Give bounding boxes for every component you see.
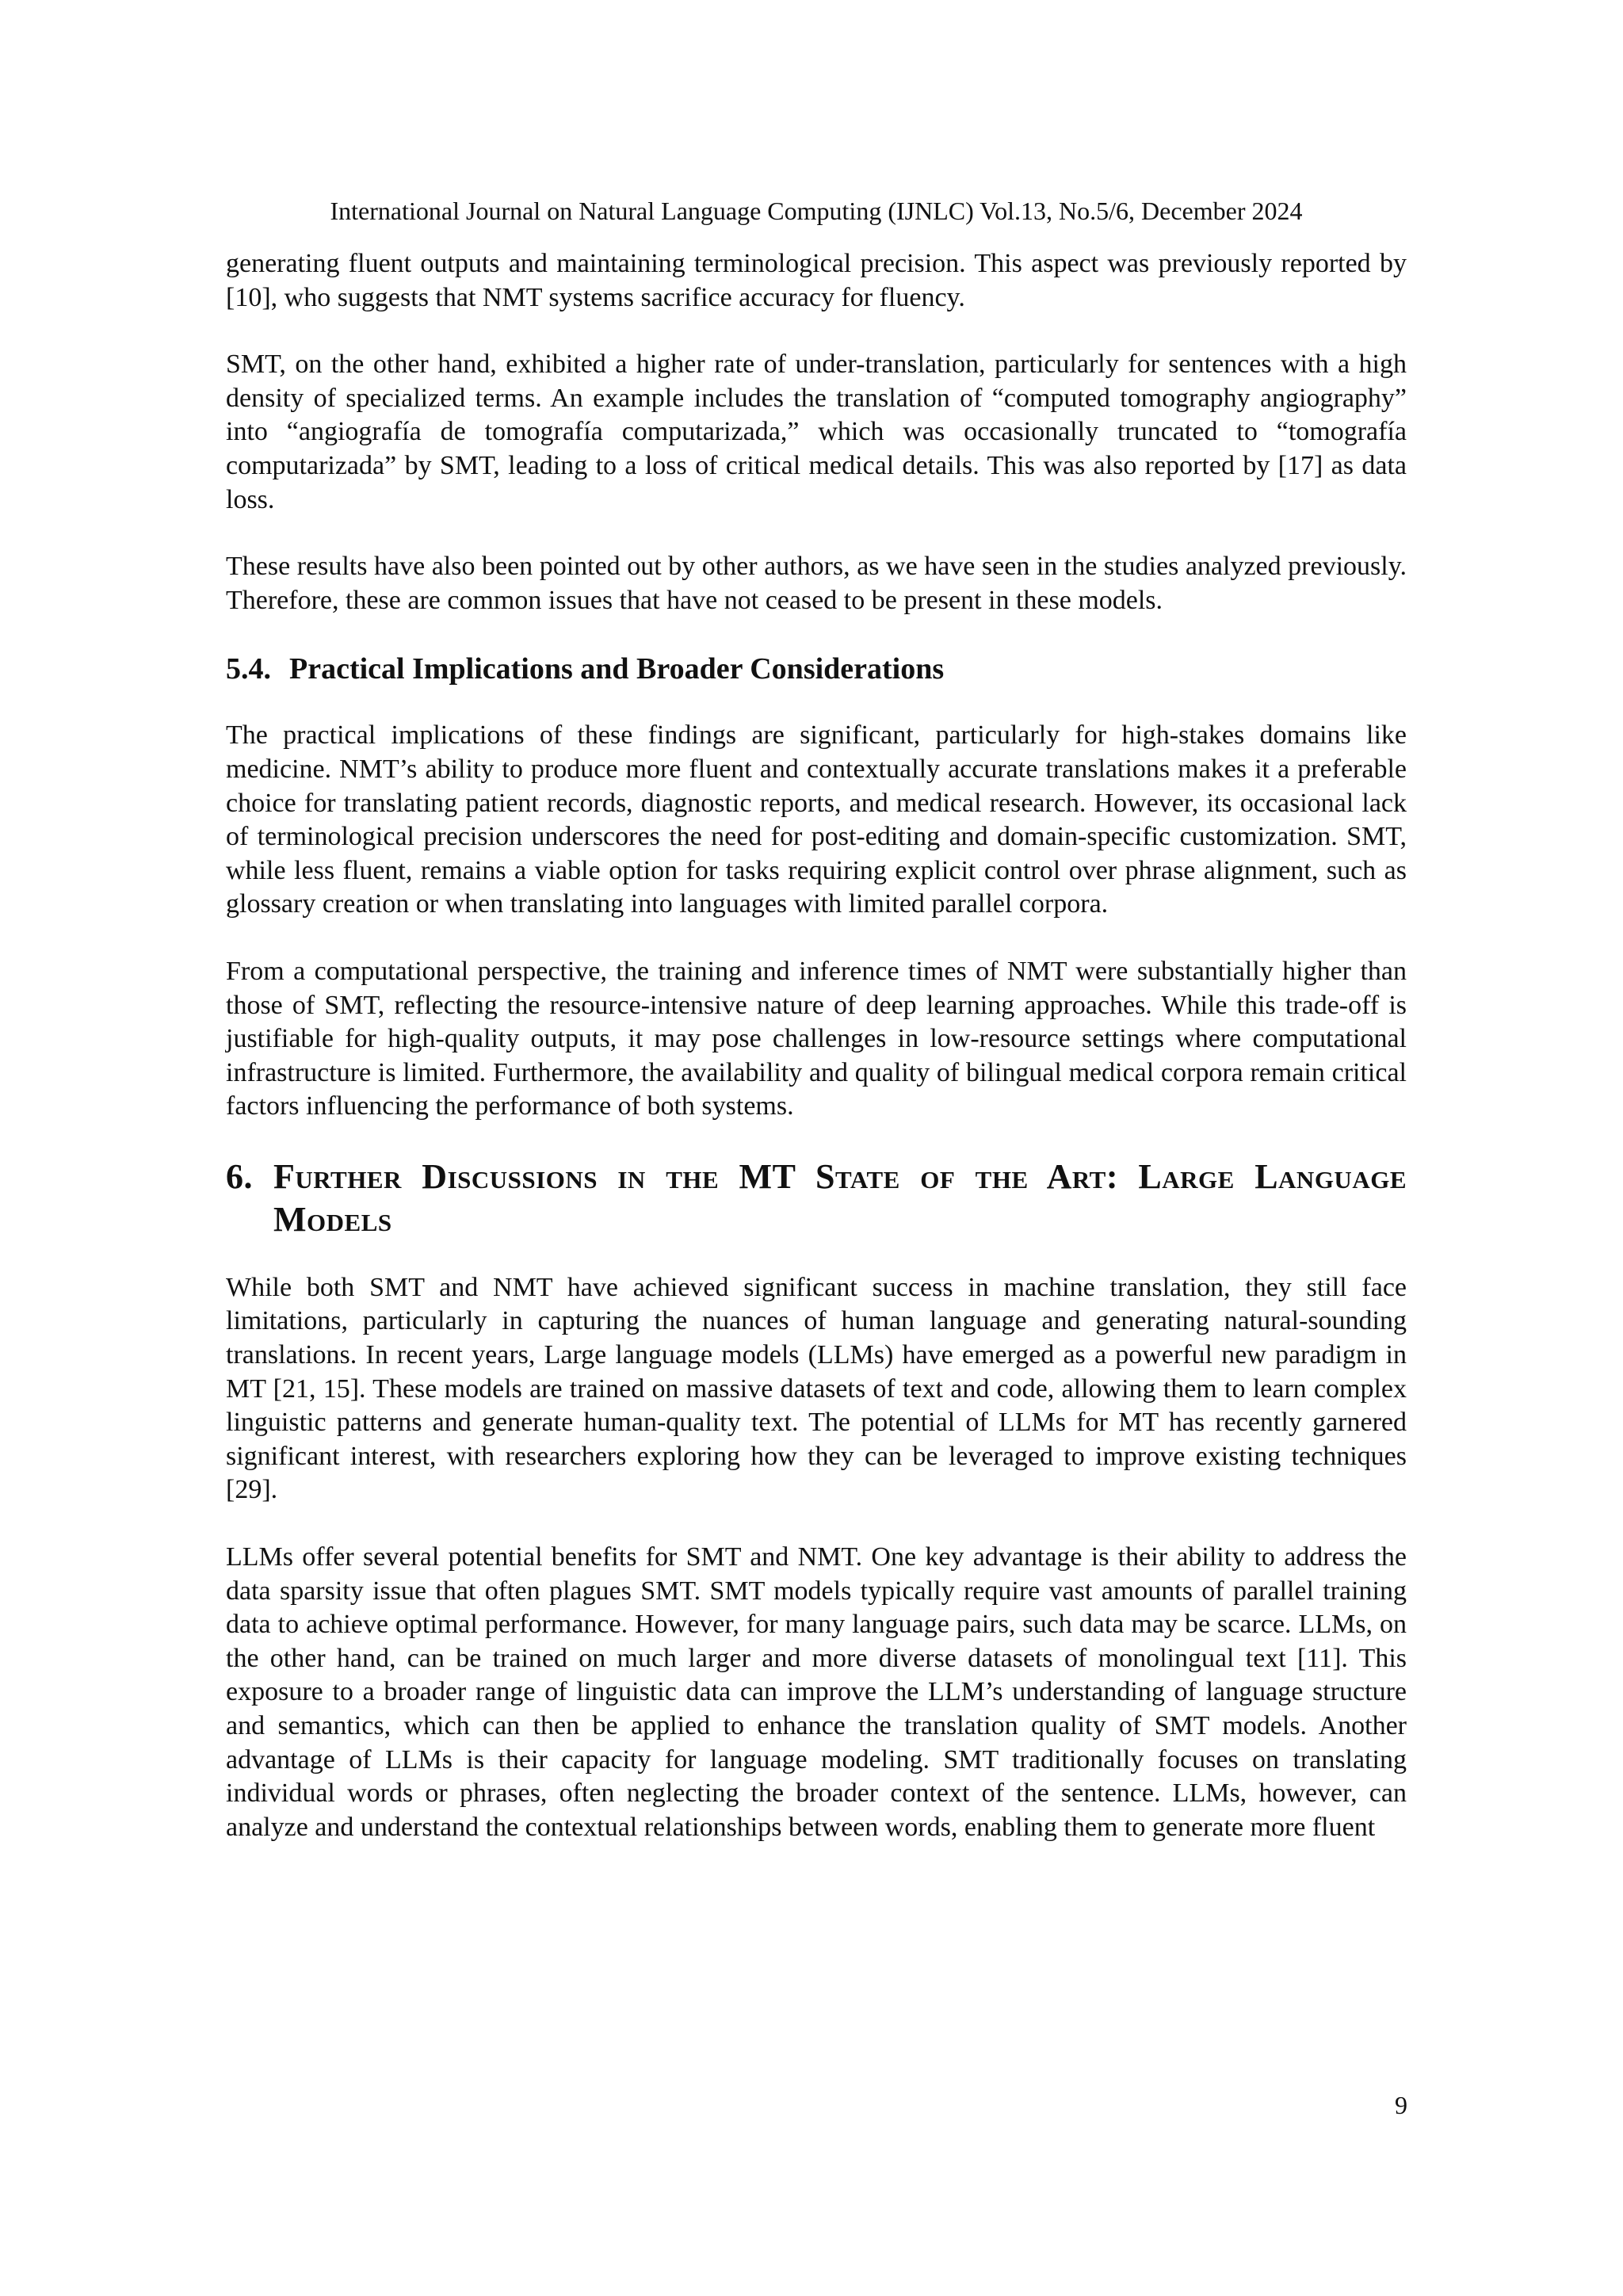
paragraph-continuation: generating fluent outputs and maintaining terminological precision. This aspect was previously reported by [10], who suggests that NMT systems sacrifice accuracy for fluency. (226, 249, 1407, 312)
paragraph-common-issues: These results have also been pointed out by other authors, as we have seen in the studies analyzed previously. Therefore, these are common issues that have not ceased to be present in these models. (226, 552, 1407, 615)
section-title-6: Further Discussions in the MT State of the Art: Large Language Models (273, 1156, 1407, 1239)
paragraph-computational-perspective: From a computational perspective, the training and inference times of NMT were substantially higher than those of SMT, reflecting the resource-intensive nature of deep learning approaches. While this trade-off is justifiable for high-quality outputs, it may pose challenges in low-resource settings where computational infrastructure is limited. Furthermore, the availability and quality of bilingual medical corpora remain critical factors influencing the performance of both systems. (226, 956, 1407, 1121)
section-number-5-4: 5.4. (226, 652, 271, 686)
section-title-5-4: Practical Implications and Broader Considerations (289, 652, 945, 686)
paragraph-practical-implications: The practical implications of these findings are significant, particularly for high-stakes domains like medicine. NMT’s ability to produce more fluent and contextually accurate translations makes it a preferable choice for translating patient records, diagnostic reports, and medical research. However, its occasional lack of terminological precision underscores the need for post-editing and domain-specific customization. SMT, while less fluent, remains a viable option for tasks requiring explicit control over phrase alignment, such as glossary creation or when translating into languages with limited parallel corpora. (226, 720, 1407, 919)
section-heading-6 (226, 1156, 1407, 1241)
paragraph-llm-benefits: LLMs offer several potential benefits for SMT and NMT. One key advantage is their ability to address the data sparsity issue that often plagues SMT. SMT models typically require vast amounts of parallel training data to achieve optimal performance. However, for many language pairs, such data may be scarce. LLMs, on the other hand, can be trained on much larger and more diverse datasets of monolingual text [11]. This exposure to a broader range of linguistic data can improve the LLM’s understanding of language structure and semantics, which can then be applied to enhance the translation quality of SMT models. Another advantage of LLMs is their capacity for language modeling. SMT traditionally focuses on translating individual words or phrases, often neglecting the broader context of the sentence. LLMs, however, can analyze and understand the contextual relationships between words, enabling them to generate more fluent (226, 1542, 1407, 1842)
section-number-6: 6. (226, 1156, 253, 1196)
paragraph-smt-under-translation: SMT, on the other hand, exhibited a higher rate of under-translation, particularly for sentences with a high density of specialized terms. An example includes the translation of “computed tomography angiography” into “angiografía de tomografía computarizada,” which was occasionally truncated to “tomografía computarizada” by SMT, leading to a loss of critical medical details. This was also reported by [17] as data loss. (226, 350, 1407, 514)
page-number: 9 (1395, 2091, 1407, 2119)
body-text (226, 247, 1407, 1844)
running-header: International Journal on Natural Language Computing (IJNLC) Vol.13, No.5/6, December 2024 (330, 197, 1303, 225)
section-heading-5-4 (226, 651, 1407, 687)
paragraph-llm-paradigm: While both SMT and NMT have achieved significant success in machine translation, they still face limitations, particularly in capturing the nuances of human language and generating natural-sounding translations. In recent years, Large language models (LLMs) have emerged as a powerful new paradigm in MT [21, 15]. These models are trained on massive datasets of text and code, allowing them to learn complex linguistic patterns and generate human-quality text. The potential of LLMs for MT has recently garnered significant interest, with researchers exploring how they can be leveraged to improve existing techniques [29]. (226, 1272, 1407, 1505)
